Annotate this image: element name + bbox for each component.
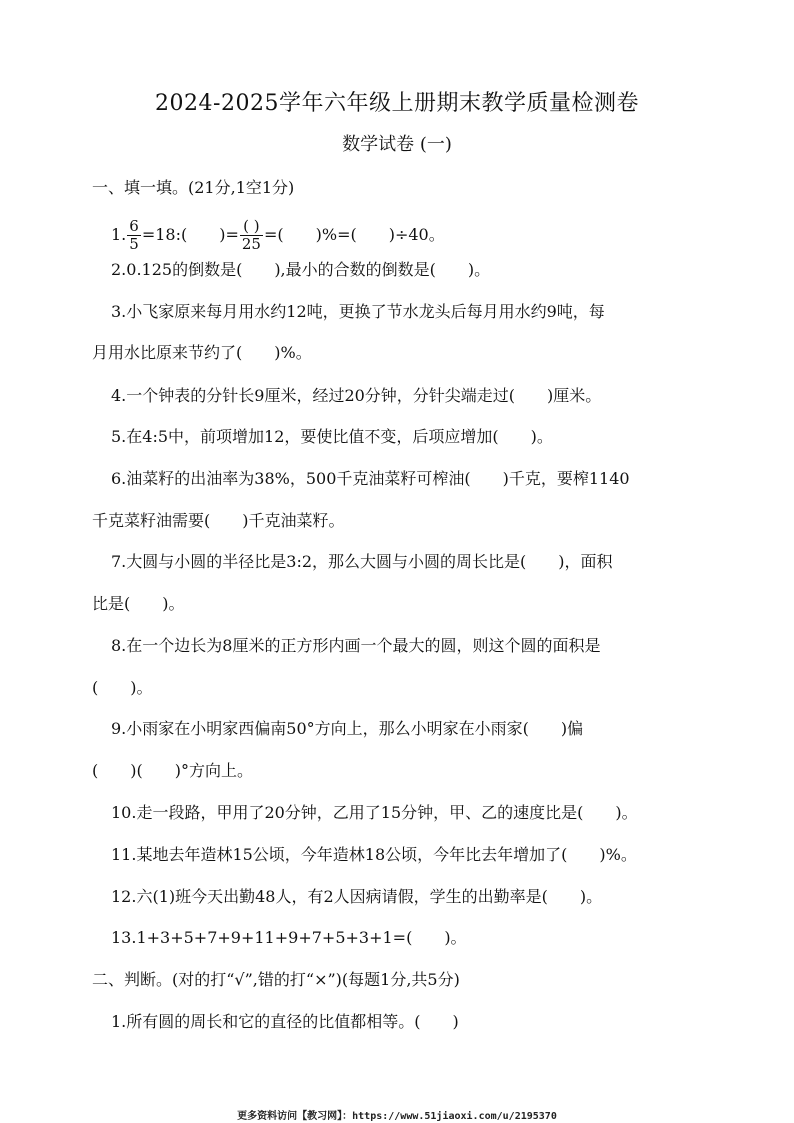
- exam-title: 2024-2025学年六年级上册期末教学质量检测卷: [155, 91, 639, 116]
- section-2-heading: 二、判断。(对的打“√”,错的打“×”)(每题1分,共5分): [92, 970, 460, 989]
- question-6-line-1: 6.油菜籽的出油率为38%，500千克油菜籽可榨油( )千克，要榨1140: [111, 469, 630, 488]
- fraction-denominator: 5: [129, 235, 139, 253]
- question-8-line-1: 8.在一个边长为8厘米的正方形内画一个最大的圆，则这个圆的面积是: [111, 636, 601, 655]
- fraction-numerator: 6: [129, 217, 139, 235]
- fraction-denominator: 25: [241, 235, 261, 253]
- question-4: 4.一个钟表的分针长9厘米，经过20分钟，分针尖端走过( )厘米。: [111, 386, 602, 405]
- question-13: 13.1+3+5+7+9+11+9+7+5+3+1=( )。: [111, 928, 467, 947]
- question-7-line-2: 比是( )。: [92, 594, 185, 613]
- fraction-numerator-blank: ( ): [240, 218, 263, 236]
- question-9-line-1: 9.小雨家在小明家西偏南50°方向上，那么小明家在小雨家( )偏: [111, 719, 584, 738]
- question-1-middle: =18:( )=: [141, 225, 239, 244]
- section-1-heading: 一、填一填。(21分,1空1分): [92, 178, 295, 197]
- question-7-line-1: 7.大圆与小圆的半径比是3:2，那么大圆与小圆的周长比是( )，面积: [111, 552, 613, 571]
- question-2: 2.0.125的倒数是( ),最小的合数的倒数是( )。: [111, 260, 491, 279]
- question-12: 12.六(1)班今天出勤48人，有2人因病请假，学生的出勤率是( )。: [111, 887, 603, 906]
- question-9-line-2: ( )( )°方向上。: [92, 761, 253, 780]
- judgment-question-1: 1.所有圆的周长和它的直径的比值都相等。( ): [111, 1012, 459, 1031]
- question-3-line-2: 月用水比原来节约了( )%。: [92, 343, 312, 362]
- question-1: [111, 218, 445, 253]
- question-1-prefix: 1.: [111, 225, 127, 244]
- exam-subtitle: 数学试卷 (一): [342, 134, 452, 155]
- fraction-blank-25: [240, 218, 263, 253]
- question-10: 10.走一段路，甲用了20分钟，乙用了15分钟，甲、乙的速度比是( )。: [111, 803, 638, 822]
- footer-link[interactable]: 更多资料访问【教习网】：https://www.51jiaoxi.com/u/2195370: [237, 1111, 557, 1122]
- fraction-6-5: [127, 218, 141, 253]
- question-3-line-1: 3.小飞家原来每月用水约12吨，更换了节水龙头后每月用水约9吨，每: [111, 302, 605, 321]
- question-5: 5.在4:5中，前项增加12，要使比值不变，后项应增加( )。: [111, 427, 553, 446]
- question-6-line-2: 千克菜籽油需要( )千克油菜籽。: [92, 511, 345, 530]
- question-1-tail: =( )%=( )÷40。: [263, 225, 445, 244]
- question-11: 11.某地去年造林15公顷，今年造林18公顷，今年比去年增加了( )%。: [111, 845, 637, 864]
- question-8-line-2: ( )。: [92, 678, 153, 697]
